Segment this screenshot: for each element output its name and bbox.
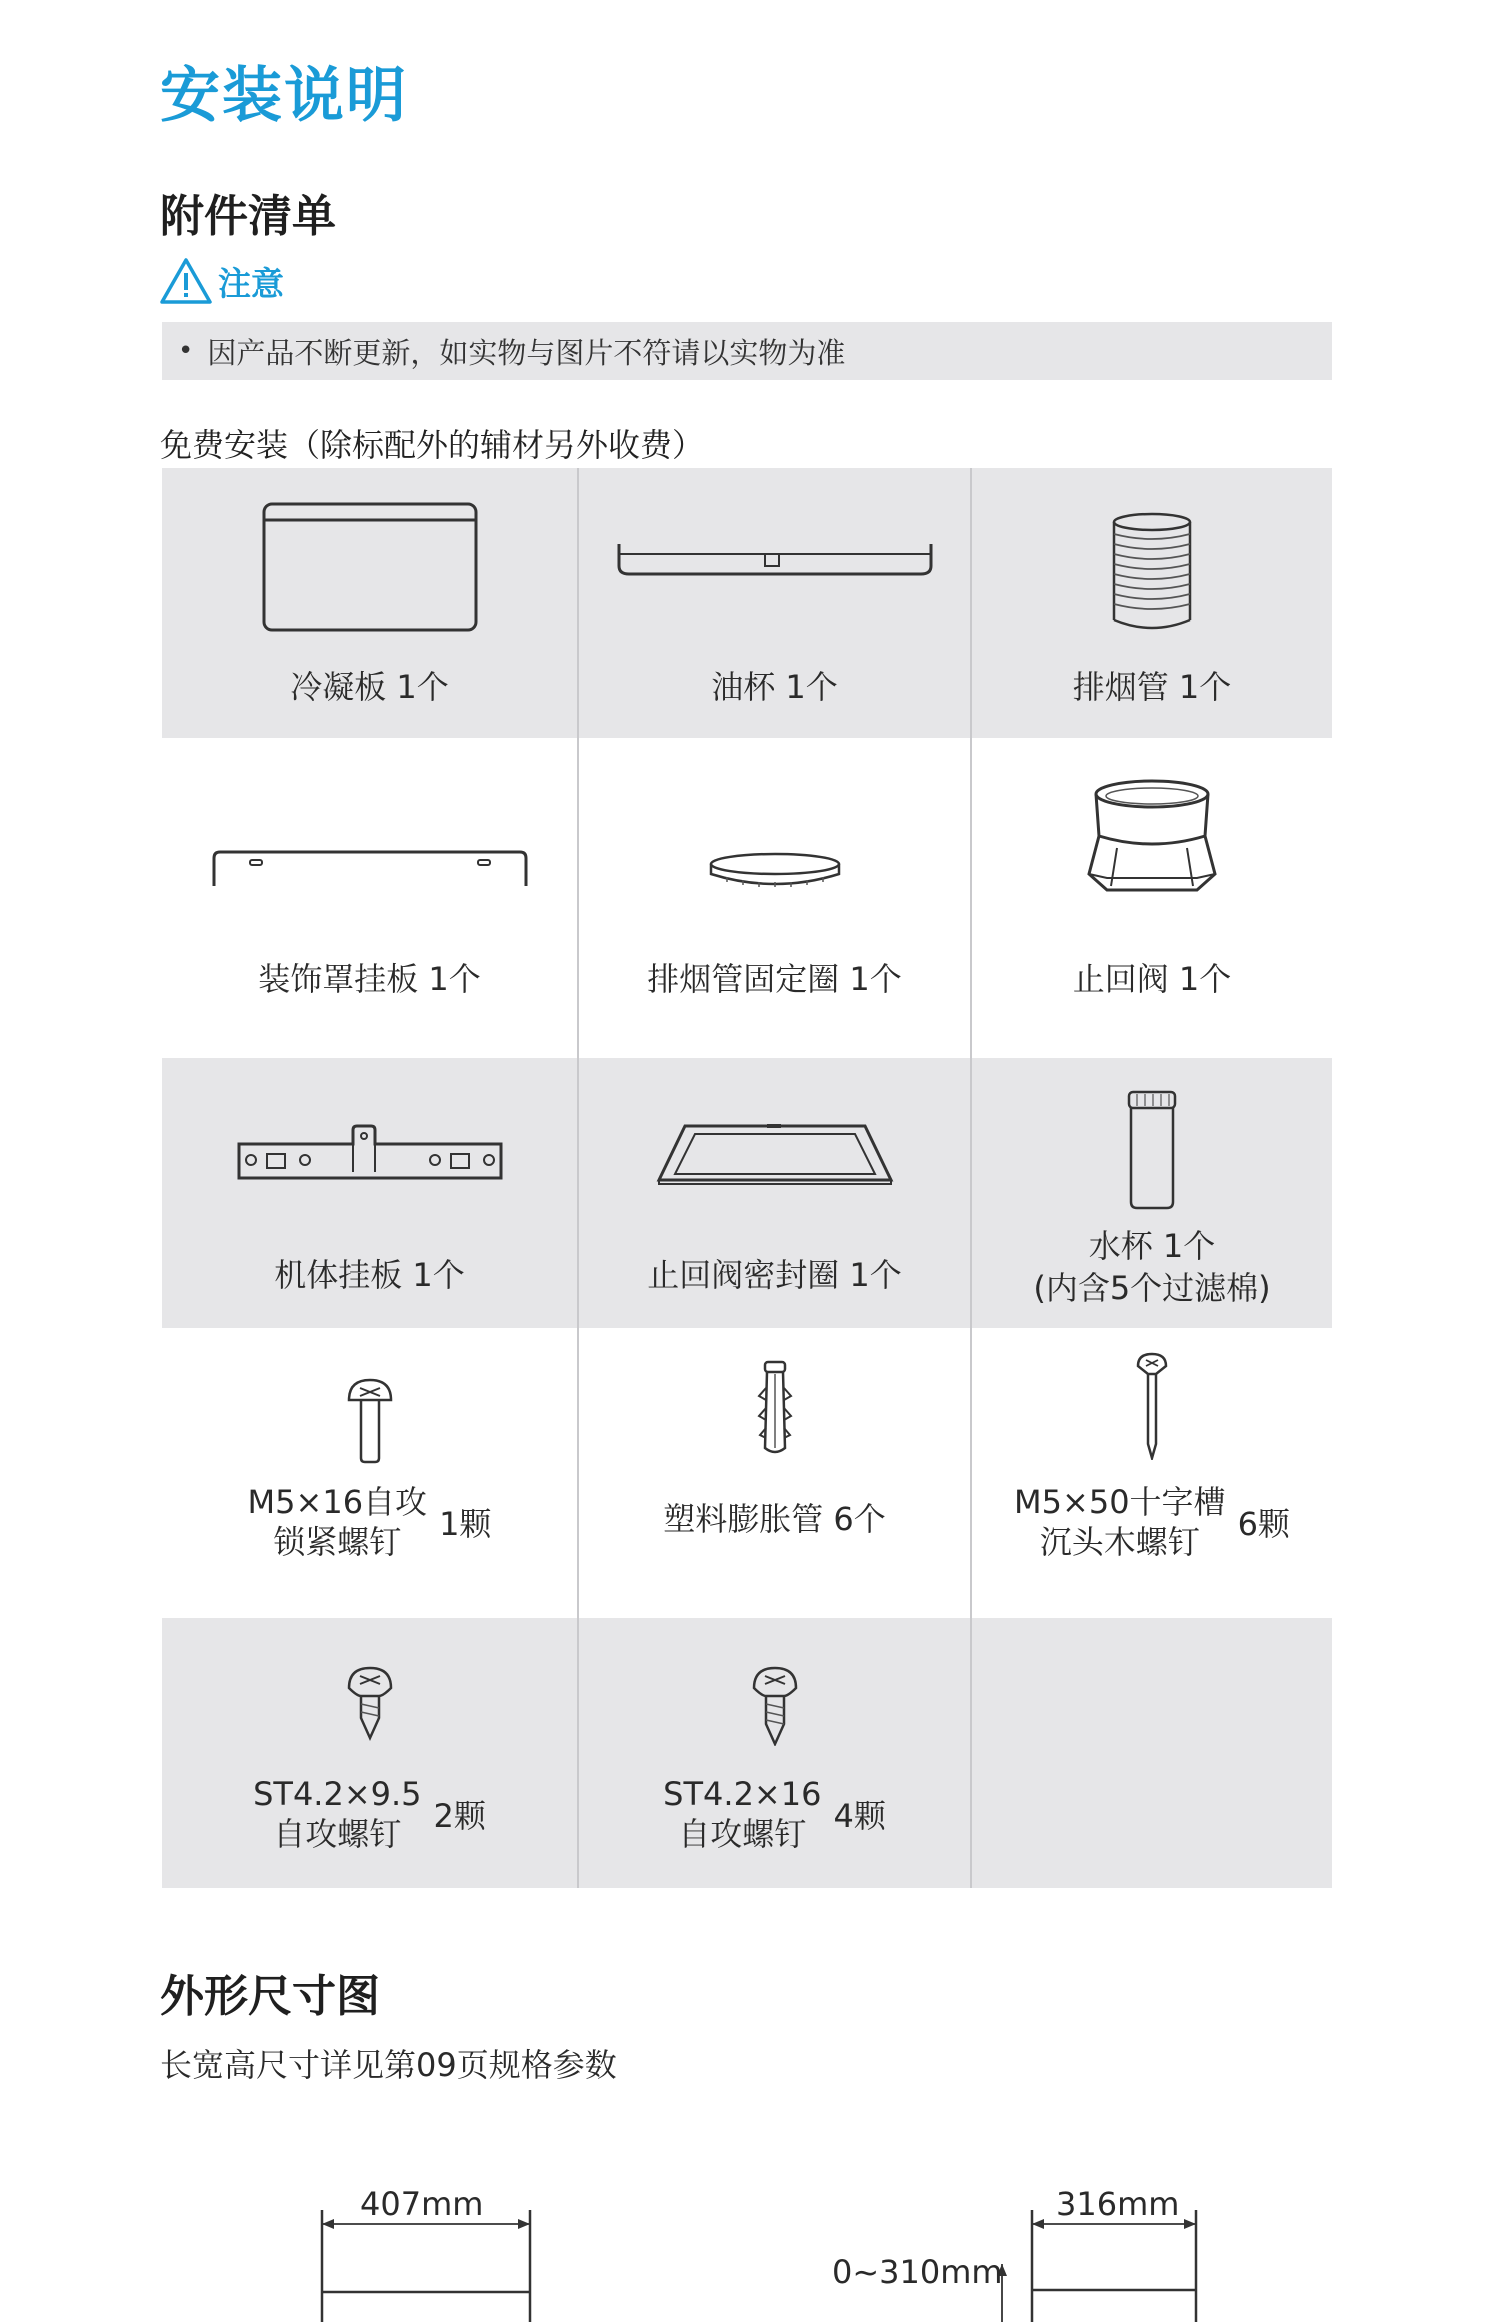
accessory-label: 水杯 1个 — [1088, 1227, 1216, 1265]
accessory-item — [972, 738, 1332, 1058]
accessory-label: 排烟管 1个 — [1072, 668, 1232, 706]
free-install-note: 免费安装（除标配外的辅材另外收费） — [160, 426, 705, 464]
accessory-label-group — [972, 1482, 1332, 1562]
dimension-heading: 外形尺寸图 — [160, 1971, 380, 2022]
accessory-item — [972, 1058, 1332, 1328]
wood-screw-icon — [1134, 1352, 1170, 1460]
dimension-subtitle: 长宽高尺寸详见第09页规格参数 — [160, 2046, 617, 2084]
accessory-label: 自攻螺钉 — [273, 1815, 402, 1853]
accessory-quantity: 4颗 — [833, 1797, 886, 1835]
body-hanging-plate-icon — [235, 1124, 505, 1186]
accessory-quantity: 6颗 — [1237, 1505, 1290, 1543]
accessory-item — [162, 468, 577, 738]
accessory-label-group — [162, 1482, 577, 1562]
accessory-item — [972, 1328, 1332, 1618]
condensation-plate-icon — [260, 500, 480, 635]
notice-box — [162, 322, 1332, 380]
cover-hanging-plate-icon — [210, 848, 530, 890]
short-screw-icon — [345, 1666, 395, 1742]
page-title: 安装说明 — [160, 61, 408, 131]
accessory-item — [579, 1618, 970, 1888]
gap-range-label: 0~310mm — [832, 2253, 1003, 2291]
self-tapping-screw-icon — [345, 1378, 395, 1464]
oil-cup-icon — [615, 540, 935, 580]
accessory-label: ST4.2×9.5 — [253, 1775, 422, 1813]
accessory-item — [972, 468, 1332, 738]
accessory-label: 机体挂板 1个 — [274, 1256, 465, 1294]
accessory-label-note: (内含5个过滤棉) — [1033, 1269, 1271, 1307]
accessory-grid — [162, 468, 1332, 1888]
accessory-item — [162, 1058, 577, 1328]
accessory-item — [579, 1328, 970, 1618]
accessory-item — [579, 738, 970, 1058]
accessory-quantity: 2颗 — [433, 1797, 486, 1835]
accessory-item — [162, 738, 577, 1058]
accessory-label: 沉头木螺钉 — [1039, 1523, 1200, 1561]
accessory-label: M5×50十字槽 — [1014, 1483, 1226, 1521]
plastic-anchor-icon — [755, 1360, 795, 1456]
water-cup-icon — [1125, 1088, 1179, 1212]
notice-label: 注意 — [218, 263, 284, 303]
pipe-fixing-ring-icon — [707, 850, 843, 888]
warning-icon — [160, 257, 212, 305]
accessory-label: 自攻螺钉 — [678, 1815, 807, 1853]
accessory-label: 止回阀密封圈 1个 — [647, 1256, 902, 1294]
bullet-icon: • — [178, 336, 194, 366]
accessory-item — [579, 468, 970, 738]
accessory-label: ST4.2×16 — [663, 1775, 822, 1813]
exhaust-pipe-icon — [1110, 512, 1194, 632]
accessory-label: 装饰罩挂板 1个 — [258, 960, 481, 998]
accessory-label: 止回阀 1个 — [1072, 960, 1232, 998]
accessory-item — [579, 1058, 970, 1328]
accessory-label: 锁紧螺钉 — [273, 1523, 402, 1561]
notice-text: 因产品不断更新，如实物与图片不符请以实物为准 — [207, 335, 846, 370]
check-valve-seal-icon — [655, 1122, 895, 1188]
accessory-label-group — [579, 1774, 970, 1854]
accessory-label: 排烟管固定圈 1个 — [647, 960, 902, 998]
accessory-label-group — [162, 1774, 577, 1854]
long-screw-icon — [750, 1666, 800, 1746]
accessory-label: M5×16自攻 — [247, 1483, 428, 1521]
accessory-label: 塑料膨胀管 6个 — [663, 1500, 886, 1538]
accessory-item — [162, 1328, 577, 1618]
dimension-diagram — [0, 2180, 1500, 2322]
accessory-quantity: 1颗 — [439, 1505, 492, 1543]
front-width-label: 407mm — [360, 2185, 484, 2223]
side-depth-label: 316mm — [1056, 2185, 1180, 2223]
accessory-label: 冷凝板 1个 — [290, 668, 449, 706]
accessories-heading: 附件清单 — [160, 191, 336, 242]
check-valve-icon — [1087, 778, 1217, 898]
accessory-label: 油杯 1个 — [711, 668, 838, 706]
notice-heading — [160, 256, 284, 306]
accessory-item — [162, 1618, 577, 1888]
